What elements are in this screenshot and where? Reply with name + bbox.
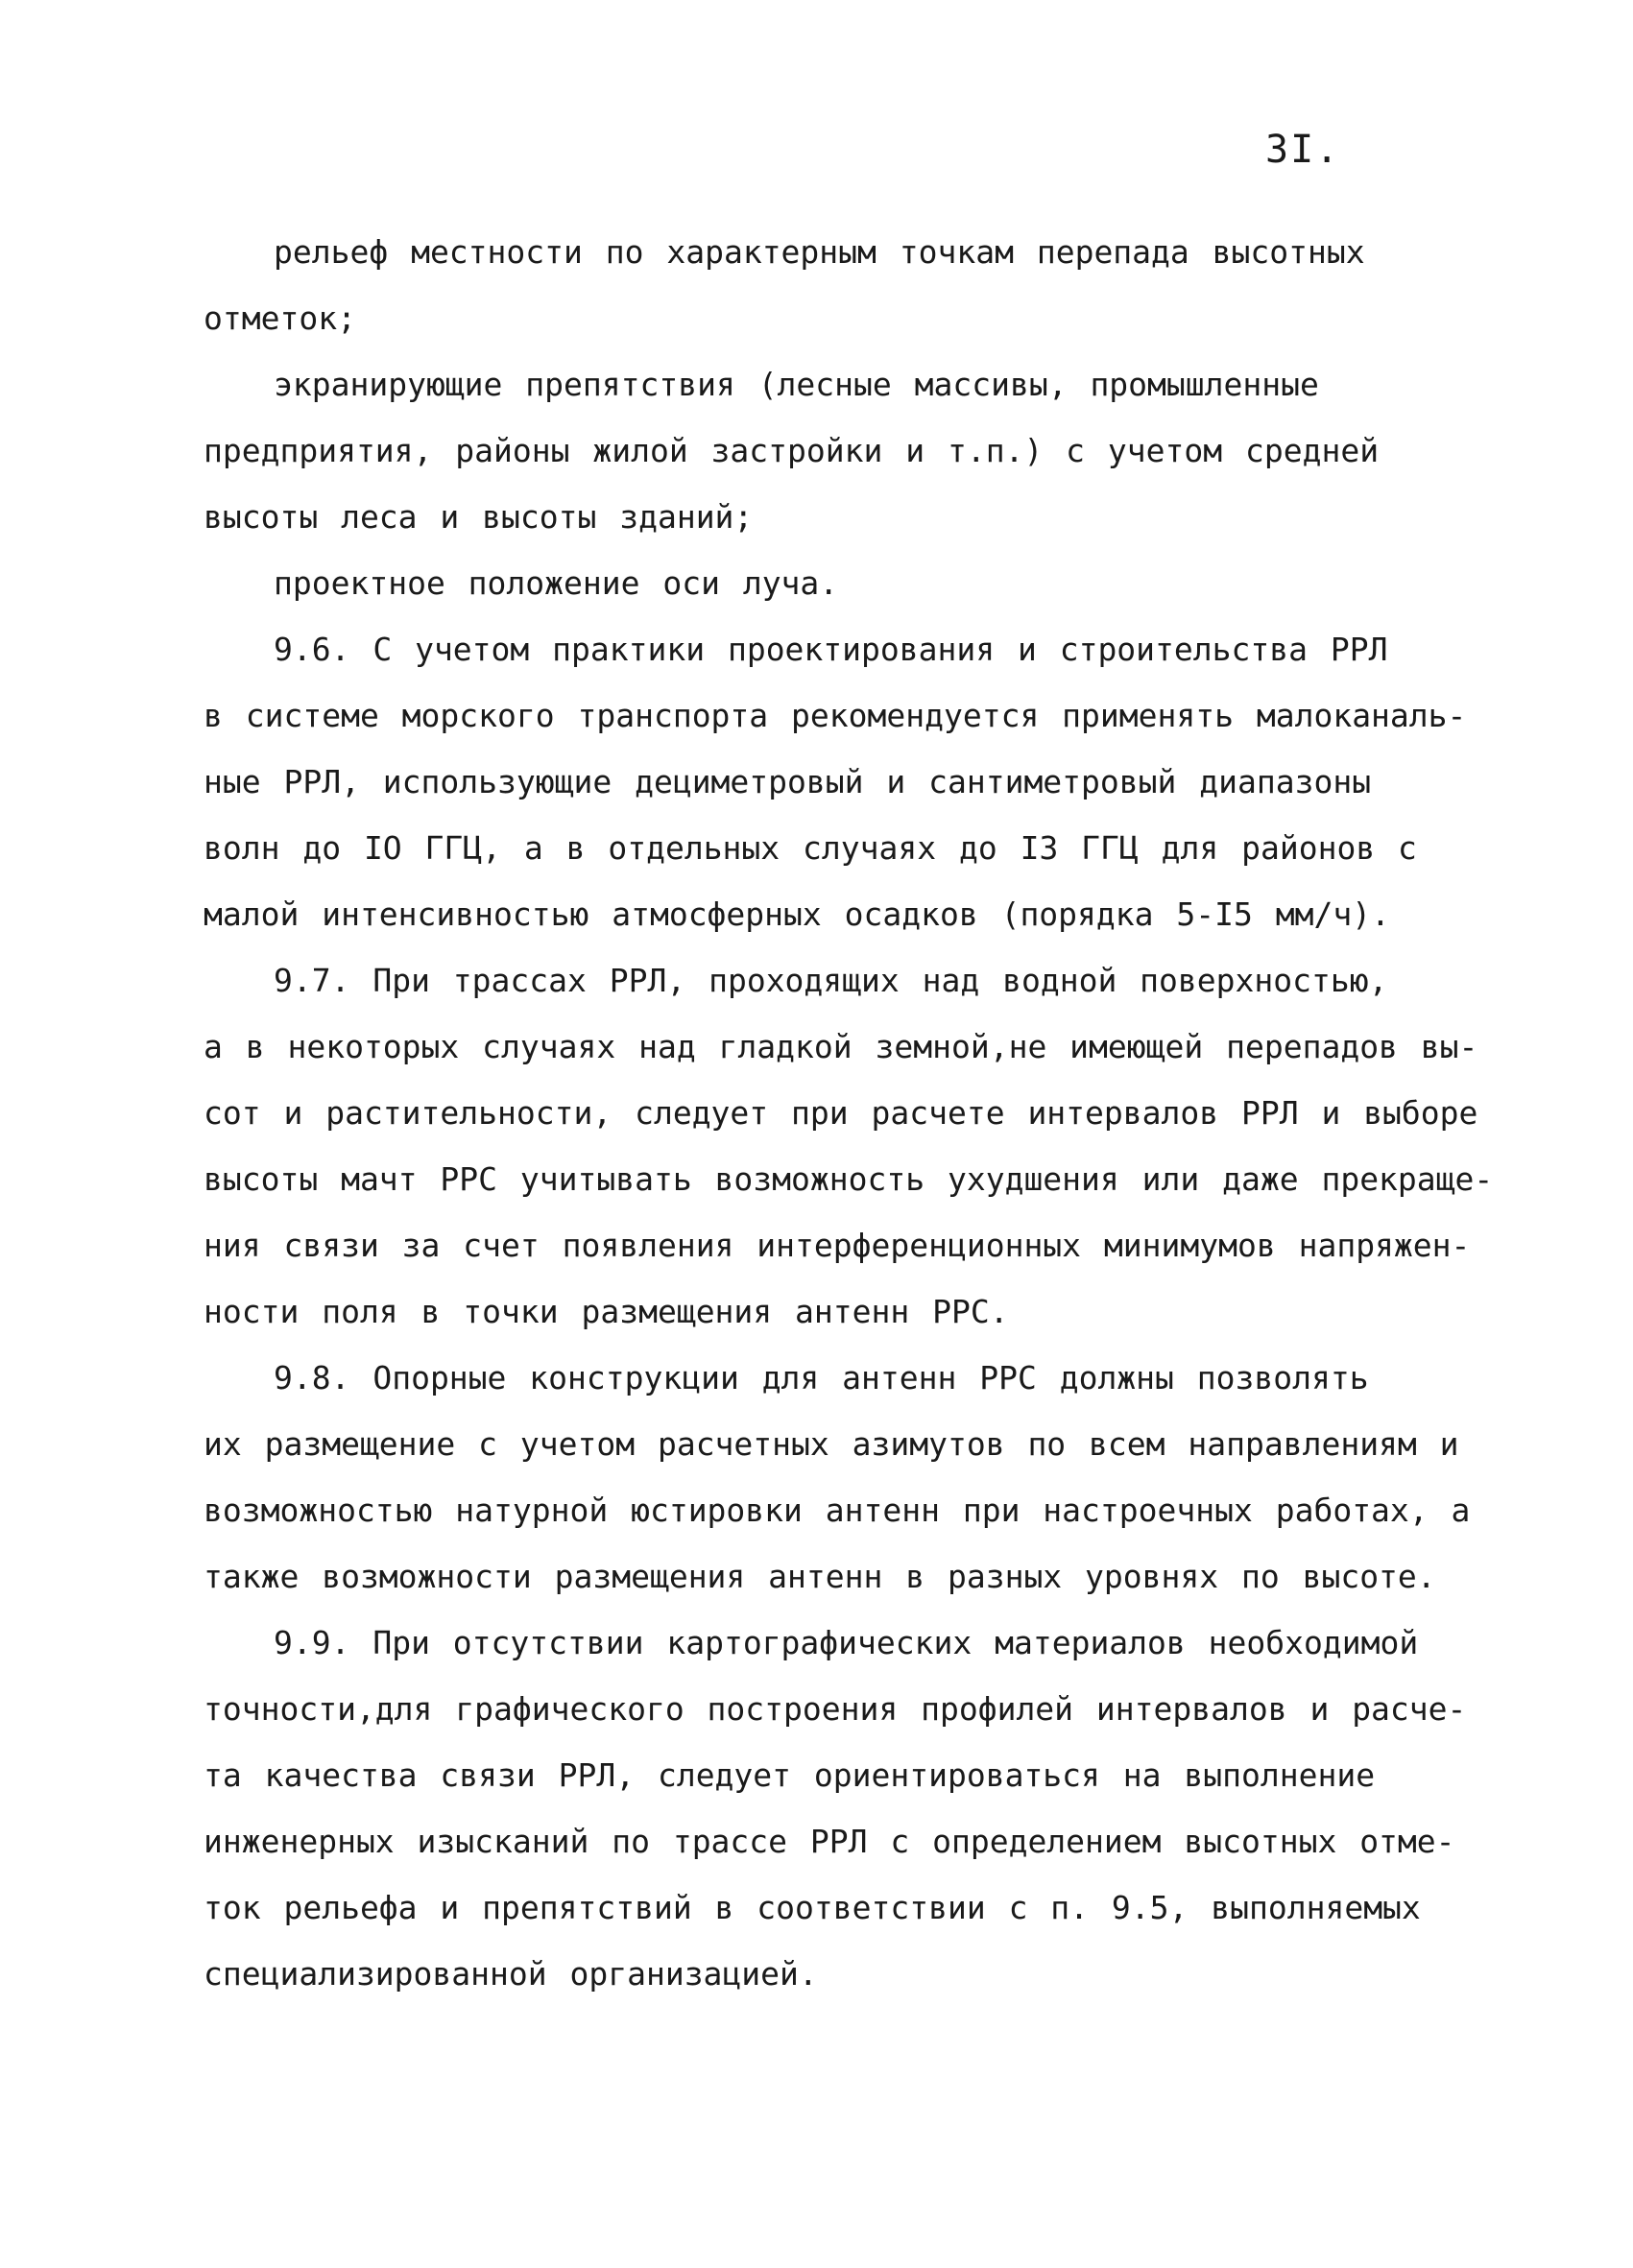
paragraph-9-8-start: 9.8. Опорные конструкции для антенн РРС должны позволять <box>274 1359 1369 1397</box>
paragraph-9-7-start: 9.7. При трассах РРЛ, проходящих над водной поверхностью, <box>274 962 1388 999</box>
text-line: возможностью натурной юстировки антенн при настроечных работах, а <box>204 1492 1471 1529</box>
text-line: рельеф местности по характерным точкам перепада высотных <box>274 233 1365 271</box>
text-line: ные РРЛ, использующие дециметровый и сантиметровый диапазоны <box>204 763 1372 800</box>
text-line: также возможности размещения антенн в разных уровнях по высоте. <box>204 1558 1436 1595</box>
text-line: экранирующие препятствия (лесные массивы, промышленные <box>274 366 1319 403</box>
text-line: высоты мачт РРС учитывать возможность ухудшения или даже прекраще- <box>204 1160 1494 1198</box>
text-line: точности,для графического построения профилей интервалов и расче- <box>204 1690 1467 1728</box>
paragraph-9-6-start: 9.6. С учетом практики проектирования и строительства РРЛ <box>274 631 1388 668</box>
text-line: та качества связи РРЛ, следует ориентироваться на выполнение <box>204 1756 1376 1794</box>
text-line: отметок; <box>204 299 356 337</box>
text-line: высоты леса и высоты зданий; <box>204 498 754 536</box>
text-line: ток рельефа и препятствий в соответствии с п. 9.5, выполняемых <box>204 1889 1421 1926</box>
text-line: сот и растительности, следует при расчете интервалов РРЛ и выборе <box>204 1094 1478 1132</box>
text-line: специализированной организацией. <box>204 1955 818 1993</box>
text-line: инженерных изысканий по трассе РРЛ с определением высотных отме- <box>204 1823 1455 1860</box>
body-text <box>204 219 1494 2007</box>
text-line: их размещение с учетом расчетных азимутов по всем направлениям и <box>204 1425 1459 1463</box>
text-line: а в некоторых случаях над гладкой земной,не имеющей перепадов вы- <box>204 1028 1478 1065</box>
text-line: ности поля в точки размещения антенн РРС. <box>204 1293 1009 1330</box>
text-line: волн до IO ГГЦ, а в отдельных случаях до I3 ГГЦ для районов с <box>204 829 1417 867</box>
text-line: ния связи за счет появления интерференционных минимумов напряжен- <box>204 1227 1471 1264</box>
page-number: 3I. <box>1265 128 1341 172</box>
text-line: предприятия, районы жилой застройки и т.п.) с учетом средней <box>204 432 1380 469</box>
text-line: проектное положение оси луча. <box>274 564 839 602</box>
text-line: в системе морского транспорта рекомендуется применять малоканаль- <box>204 697 1467 734</box>
paragraph-9-9-start: 9.9. При отсутствии картографических материалов необходимой <box>274 1624 1419 1661</box>
text-line: малой интенсивностью атмосферных осадков (порядка 5-I5 мм/ч). <box>204 895 1390 933</box>
